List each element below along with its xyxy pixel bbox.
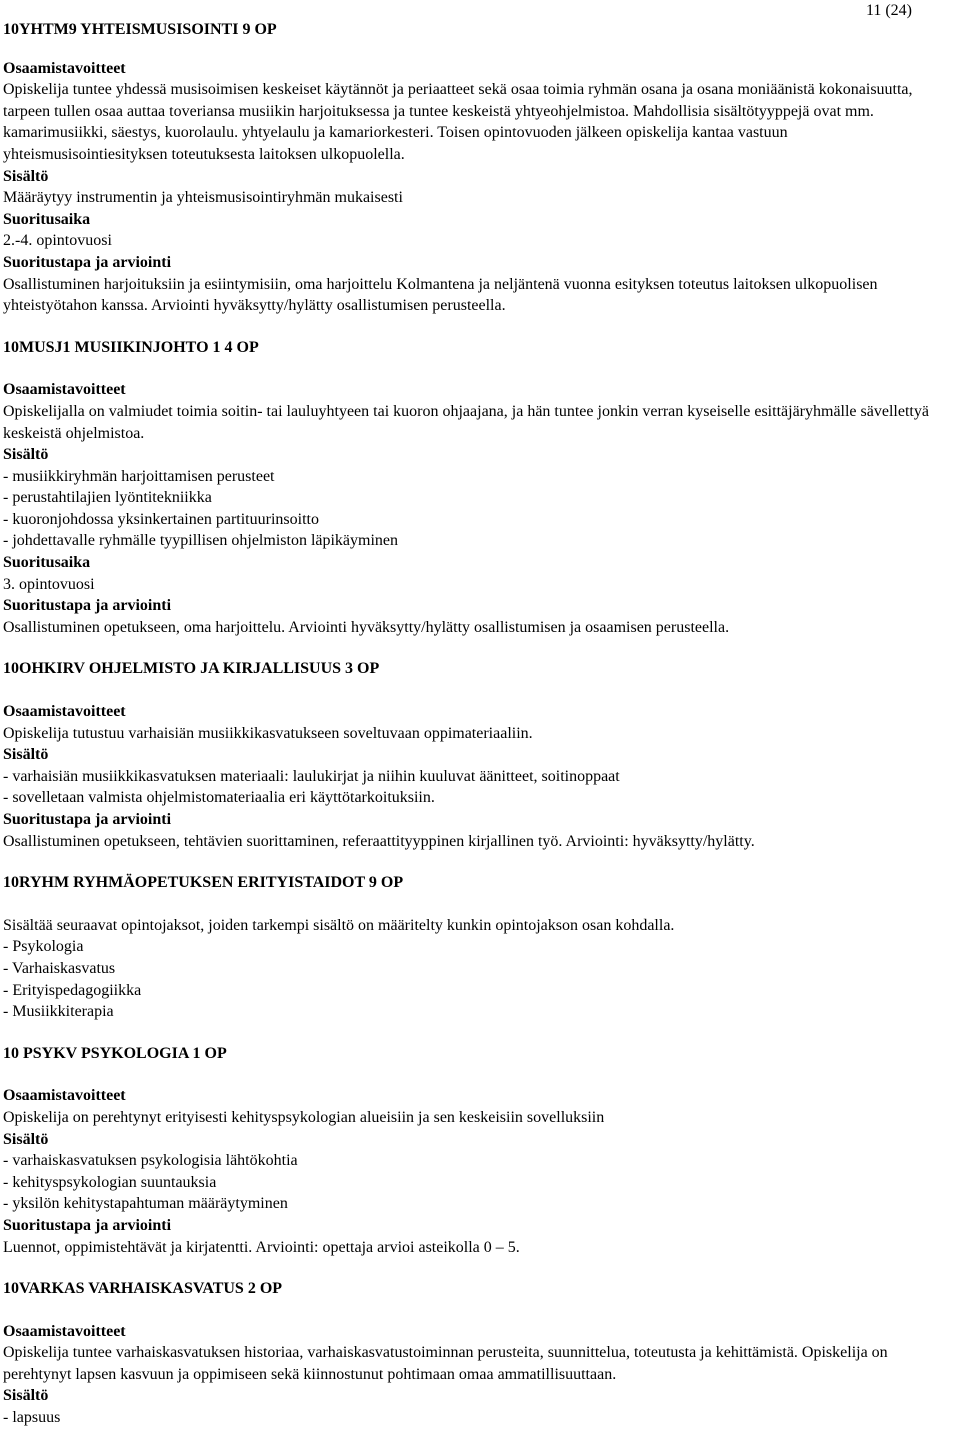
subheading: Suoritusaika bbox=[3, 210, 91, 228]
course-section bbox=[3, 658, 946, 852]
list-item: - Varhaiskasvatus bbox=[3, 959, 116, 977]
list-item: - kuoronjohdossa yksinkertainen partituurinsoitto bbox=[3, 510, 319, 528]
list-item: - musiikkiryhmän harjoittamisen perusteet bbox=[3, 467, 275, 485]
subheading: Osaamistavoitteet bbox=[3, 59, 126, 77]
paragraph: Opiskelija tuntee varhaiskasvatuksen historiaa, varhaiskasvatustoiminnan perusteita, suunnittelua, toteutusta ja kehittämistä. Opiskelija on perehtynyt lapsen kasvuun ja oppimiseen sekä kiinnostunut pohtimaan omaa ammatillisuuttaan. bbox=[3, 1344, 888, 1383]
list-item: - kehityspsykologian suuntauksia bbox=[3, 1173, 217, 1191]
paragraph: Osallistuminen harjoituksiin ja esiintymisiin, oma harjoittelu Kolmantena ja neljäntenä vuonna esityksen toteutus laitoksen ulkopuolisen yhteistyötahon kanssa. Arviointi hyväksytty/hylätty osallistumisen perusteella. bbox=[3, 275, 878, 315]
dash-list bbox=[3, 1407, 946, 1429]
subheading: Osaamistavoitteet bbox=[3, 1087, 126, 1105]
subheading: Suoritustapa ja arviointi bbox=[3, 1216, 172, 1234]
page-number: 11 (24) bbox=[865, 2, 912, 19]
course-section bbox=[3, 337, 946, 639]
list-item: - perustahtilajien lyöntitekniikka bbox=[3, 489, 212, 507]
course-title: 10 PSYKV PSYKOLOGIA 1 OP bbox=[3, 1044, 227, 1062]
subheading: Sisältö bbox=[3, 446, 49, 464]
paragraph: Sisältää seuraavat opintojaksot, joiden tarkempi sisältö on määritelty kunkin opintojakson osan kohdalla. bbox=[3, 916, 675, 934]
subheading: Osaamistavoitteet bbox=[3, 381, 126, 399]
subheading: Sisältö bbox=[3, 167, 49, 185]
paragraph: Opiskelija tuntee yhdessä musisoimisen keskeiset käytännöt ja periaatteet sekä osaa toimia ryhmän osana ja osana moniäänistä kokonaisuutta, tarpeen tullen osaa auttaa toveriansa musiikin harjoituksessa ja tuntee keskeistä yhtyeohjelmistoa. Mahdollisia sisältötyyppejä ovat mm. kamarimusiikki, säestys, kuorolaulu. yhtyelaulu ja kamariorkesteri. Toisen opintovuoden jälkeen opiskelija kantaa vastuun yhteismusisointiesityksen toteutuksesta laitoksen ulkopuolella. bbox=[3, 81, 913, 163]
paragraph: Opiskelijalla on valmiudet toimia soitin- tai lauluyhtyeen tai kuoron ohjaajana, ja hän tuntee jonkin verran kyseiselle esittäjäryhmälle sävellettyä keskeistä ohjelmistoa. bbox=[3, 402, 929, 442]
subheading: Osaamistavoitteet bbox=[3, 703, 126, 721]
course-title: 10YHTM9 YHTEISMUSISOINTI 9 OP bbox=[3, 21, 277, 38]
list-item: - lapsuus bbox=[3, 1409, 61, 1427]
paragraph: Määräytyy instrumentin ja yhteismusisointiryhmän mukaisesti bbox=[3, 189, 403, 207]
list-item: - Musiikkiterapia bbox=[3, 1003, 114, 1021]
list-item: - Erityispedagogiikka bbox=[3, 981, 142, 999]
subheading: Osaamistavoitteet bbox=[3, 1322, 126, 1340]
paragraph: 2.-4. opintovuosi bbox=[3, 232, 112, 250]
course-section bbox=[3, 872, 946, 1023]
course-section bbox=[3, 19, 946, 317]
course-title: 10OHKIRV OHJELMISTO JA KIRJALLISUUS 3 OP bbox=[3, 660, 380, 678]
paragraph: Opiskelija on perehtynyt erityisesti kehityspsykologian alueisiin ja sen keskeisiin sovelluksiin bbox=[3, 1108, 605, 1126]
subheading: Suoritustapa ja arviointi bbox=[3, 253, 172, 271]
course-title: 10MUSJ1 MUSIIKINJOHTO 1 4 OP bbox=[3, 338, 259, 356]
paragraph: Luennot, oppimistehtävät ja kirjatentti. Arviointi: opettaja arvioi asteikolla 0 – 5. bbox=[3, 1238, 520, 1256]
course-section bbox=[3, 1043, 946, 1258]
subheading: Suoritusaika bbox=[3, 554, 91, 572]
list-item: - johdettavalle ryhmälle tyypillisen ohjelmiston läpikäyminen bbox=[3, 532, 399, 550]
subheading: Suoritustapa ja arviointi bbox=[3, 811, 172, 828]
list-item: - varhaiskasvatuksen psykologisia lähtökohtia bbox=[3, 1152, 298, 1170]
dash-list bbox=[3, 766, 946, 809]
subheading: Sisältö bbox=[3, 746, 49, 764]
document-content bbox=[3, 19, 946, 1429]
list-item: - yksilön kehitystapahtuman määräytyminen bbox=[3, 1195, 288, 1213]
course-title: 10VARKAS VARHAISKASVATUS 2 OP bbox=[3, 1280, 283, 1298]
subheading: Suoritustapa ja arviointi bbox=[3, 597, 172, 615]
dash-list bbox=[3, 466, 946, 552]
dash-list bbox=[3, 936, 946, 1022]
dash-list bbox=[3, 1150, 946, 1215]
paragraph: 3. opintovuosi bbox=[3, 575, 95, 593]
subheading: Sisältö bbox=[3, 1387, 49, 1405]
paragraph: Opiskelija tutustuu varhaisiän musiikkikasvatukseen soveltuvaan oppimateriaaliin. bbox=[3, 724, 533, 742]
list-item: - Psykologia bbox=[3, 938, 84, 956]
list-item: - varhaisiän musiikkikasvatuksen materiaali: laulukirjat ja niihin kuuluvat äänitteet, soitinoppaat bbox=[3, 767, 620, 785]
paragraph: Osallistuminen opetukseen, oma harjoittelu. Arviointi hyväksytty/hylätty osallistumisen ja osaamisen perusteella. bbox=[3, 618, 730, 636]
course-title: 10RYHM RYHMÄOPETUKSEN ERITYISTAIDOT 9 OP bbox=[3, 874, 404, 892]
list-item: - sovelletaan valmista ohjelmistomateriaalia eri käyttötarkoituksiin. bbox=[3, 789, 435, 807]
subheading: Sisältö bbox=[3, 1130, 49, 1148]
paragraph: Osallistuminen opetukseen, tehtävien suorittaminen, referaattityyppinen kirjallinen työ. Arviointi: hyväksytty/hylätty. bbox=[3, 832, 755, 850]
course-section bbox=[3, 1278, 946, 1429]
